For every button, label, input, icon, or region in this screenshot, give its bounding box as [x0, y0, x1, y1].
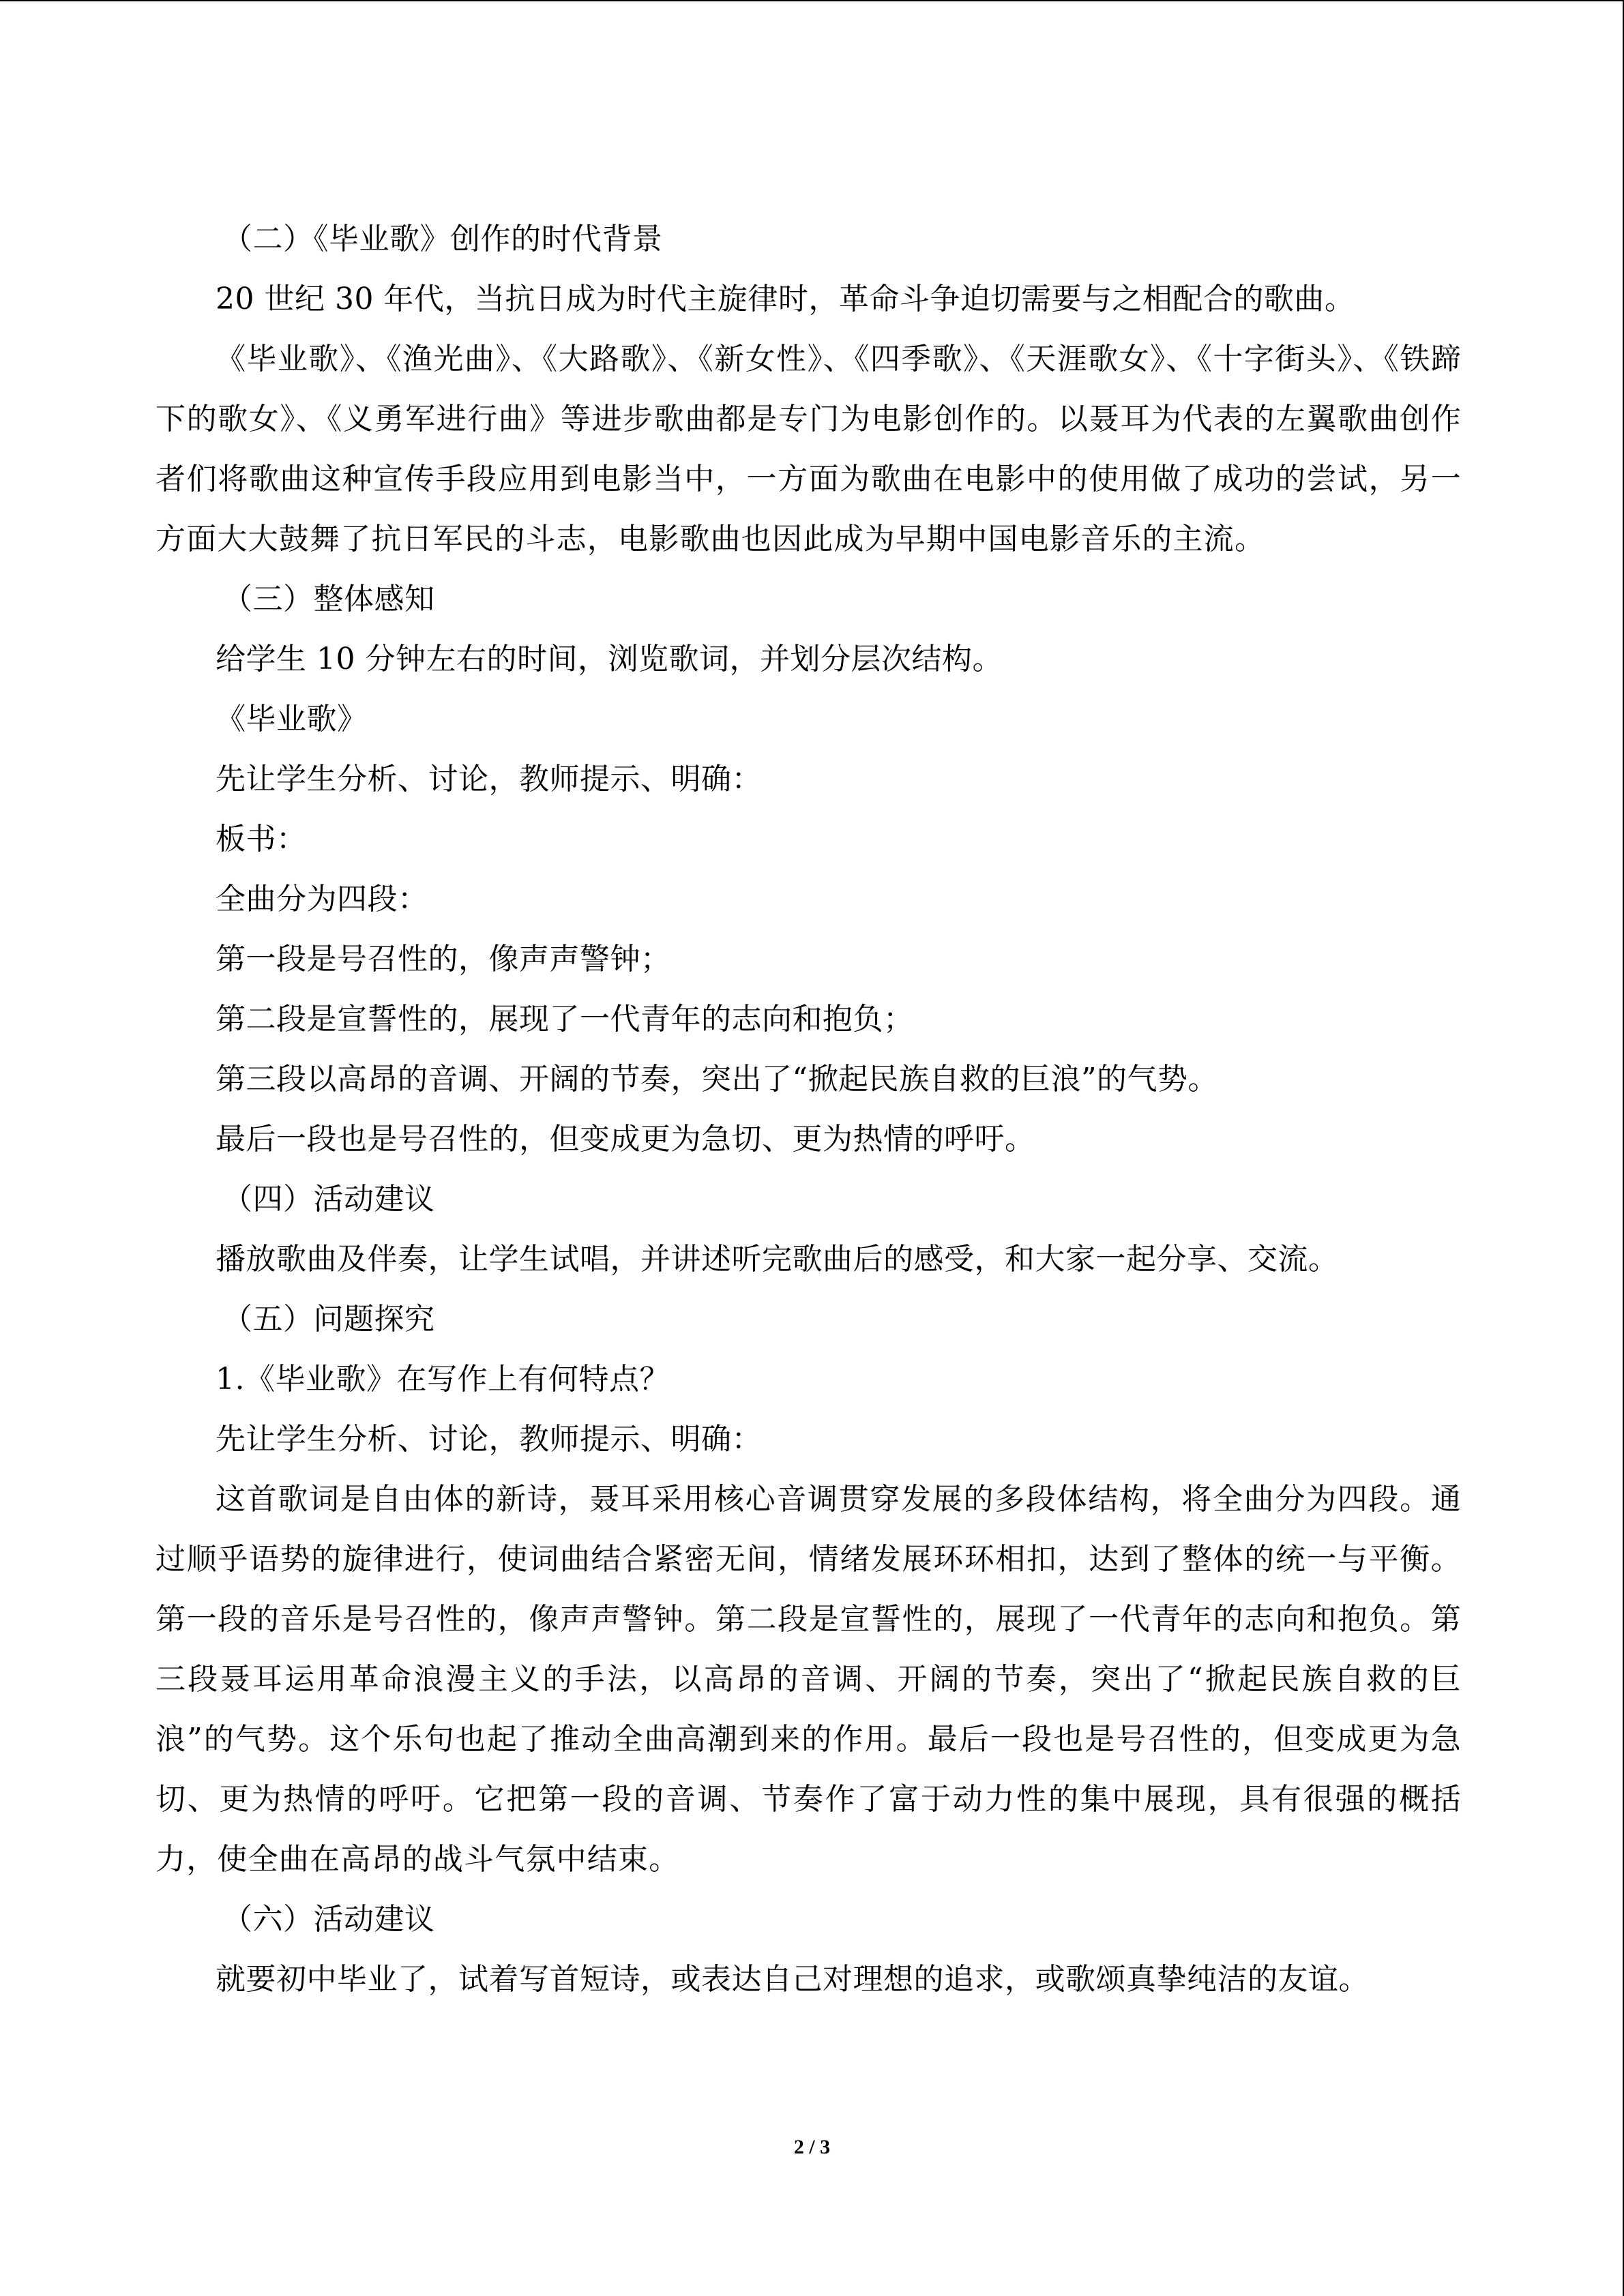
paragraph-background-intro: 20 世纪 30 年代，当抗日成为时代主旋律时，革命斗争迫切需要与之相配合的歌曲。 — [216, 282, 1355, 316]
paragraph-time: 给学生 10 分钟左右的时间，浏览歌词，并划分层次结构。 — [216, 642, 1003, 676]
paragraph-section-4: 最后一段也是号召性的，但变成更为急切、更为热情的呼吁。 — [216, 1122, 1035, 1157]
paragraph-section-1: 第一段是号召性的，像声声警钟； — [216, 942, 671, 976]
paragraph-section-3: 第三段以高昂的音调、开阔的节奏，突出了“掀起民族自救的巨浪”的气势。 — [216, 1062, 1218, 1097]
paragraph-question-1: 1.《毕业歌》在写作上有何特点？ — [216, 1362, 670, 1397]
paragraph-section-2: 第二段是宣誓性的，展现了一代青年的志向和抱负； — [216, 1002, 914, 1037]
section-heading-5: （五）问题探究 — [222, 1302, 435, 1337]
section-heading-6: （六）活动建议 — [222, 1902, 435, 1937]
section-heading-2: （二）《毕业歌》创作的时代背景 — [222, 222, 663, 256]
paragraph-analysis: 这首歌词是自由体的新诗，聂耳采用核心音调贯穿发展的多段体结构，将全曲分为四段。通过顺乎语势的旋律进行，使词曲结合紧密无间，情绪发展环环相扣，达到了整体的统一与平衡。第一段的音乐是号召性的，像声声警钟。第二段是宣誓性的，展现了一代青年的志向和抱负。第三段聂耳运用革命浪漫主义的手法，以高昂的音调、开阔的节奏，突出了“掀起民族自救的巨浪”的气势。这个乐句也起了推动全曲高潮到来的作用。最后一段也是号召性的，但变成更为急切、更为热情的呼吁。它把第一段的音调、节奏作了富于动力性的集中展现，具有很强的概括力，使全曲在高昂的战斗气氛中结束。 — [156, 1482, 1462, 1877]
document-body — [156, 209, 1462, 2010]
paragraph-four-sections: 全曲分为四段： — [216, 882, 428, 916]
paragraph-board: 板书： — [216, 822, 307, 856]
page-number: 2 / 3 — [793, 2136, 831, 2158]
paragraph-discuss-1: 先让学生分析、讨论，教师提示、明确： — [216, 762, 762, 796]
paragraph-activity-2: 就要初中毕业了，试着写首短诗，或表达自己对理想的追求，或歌颂真挚纯洁的友谊。 — [216, 1962, 1369, 1997]
song-title: 《毕业歌》 — [216, 702, 368, 736]
paragraph-background-songs: 《毕业歌》、《渔光曲》、《大路歌》、《新女性》、《四季歌》、《天涯歌女》、《十字街头》、《铁蹄下的歌女》、《义勇军进行曲》等进步歌曲都是专门为电影创作的。以聂耳为代表的左翼歌曲创作者们将歌曲这种宣传手段应用到电影当中，一方面为歌曲在电影中的使用做了成功的尝试，另一方面大大鼓舞了抗日军民的斗志，电影歌曲也因此成为早期中国电影音乐的主流。 — [156, 342, 1462, 556]
paragraph-discuss-2: 先让学生分析、讨论，教师提示、明确： — [216, 1422, 762, 1457]
paragraph-activity-1: 播放歌曲及伴奏，让学生试唱，并讲述听完歌曲后的感受，和大家一起分享、交流。 — [216, 1242, 1339, 1277]
section-heading-4: （四）活动建议 — [222, 1182, 435, 1217]
section-heading-3: （三）整体感知 — [222, 582, 435, 616]
